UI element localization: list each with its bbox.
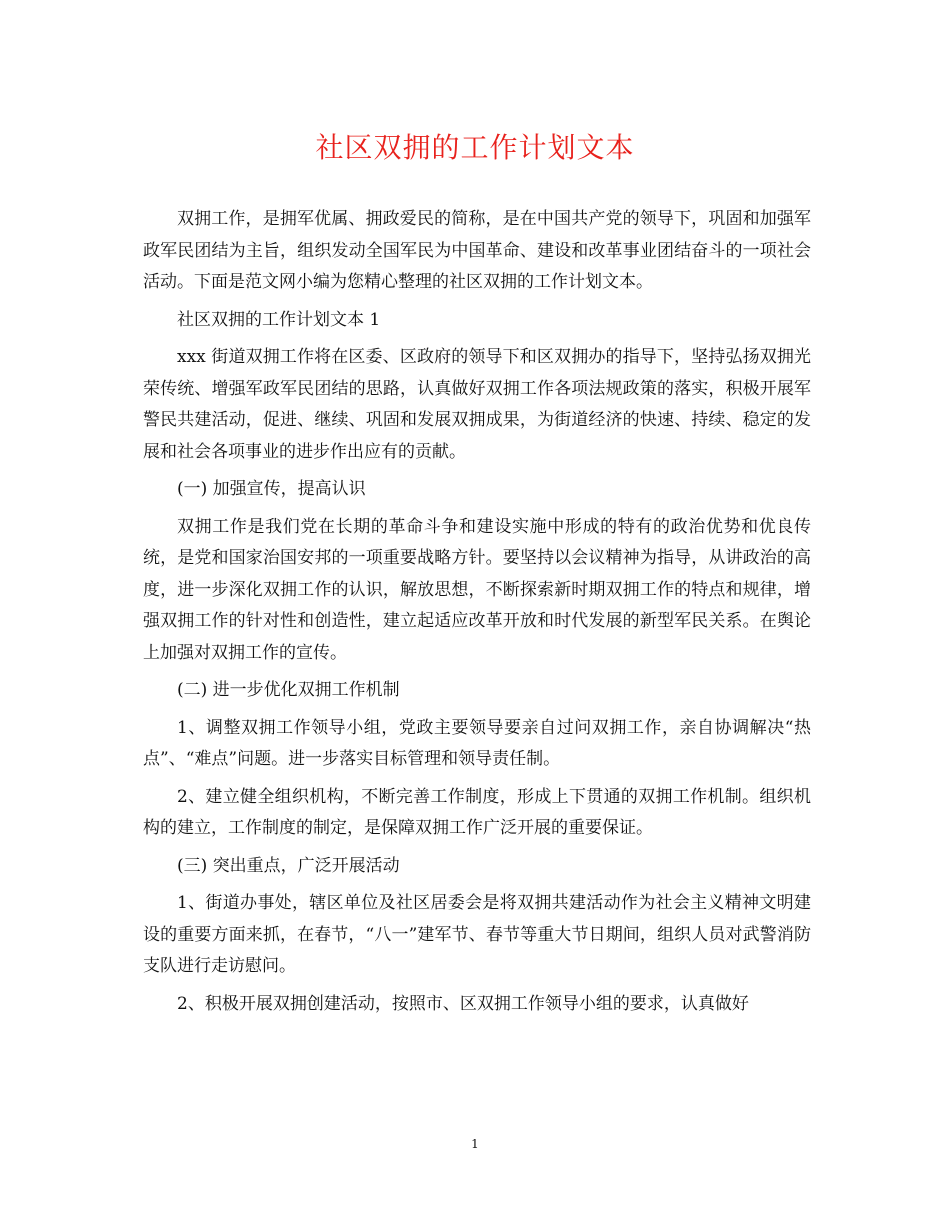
subsection-heading: (二) 进一步优化双拥工作机制 bbox=[177, 680, 400, 700]
subsection-heading: (一) 加强宣传，提高认识 bbox=[177, 479, 366, 499]
subsection-heading: (三) 突出重点，广泛开展活动 bbox=[177, 855, 400, 876]
page-number: 1 bbox=[471, 1137, 479, 1151]
section-heading: 社区双拥的工作计划文本 1 bbox=[177, 309, 381, 330]
body-paragraph: 双拥工作是我们党在长期的革命斗争和建设实施中形成的特有的政治优势和优良传统，是党和国家治国安邦的一项重要战略方针。要坚持以会议精神为指导，从讲政治的高度，进一步深化双拥工作的认识，解放思想，不断探索新时期双拥工作的特点和规律，增强双拥工作的针对性和创造性，建立起适应改革开放和时代发展的新型军民关系。在舆论上加强对双拥工作的宣传。 bbox=[143, 516, 811, 663]
list-item: 1、街道办事处，辖区单位及社区居委会是将双拥共建活动作为社会主义精神文明建设的重要方面来抓，在春节，“八一”建军节、春节等重大节日期间，组织人员对武警消防支队进行走访慰问。 bbox=[143, 893, 811, 976]
list-item: 2、积极开展双拥创建活动，按照市、区双拥工作领导小组的要求，认真做好 bbox=[177, 993, 749, 1014]
document-body bbox=[143, 204, 811, 1026]
list-item: 2、建立健全组织机构，不断完善工作制度，形成上下贯通的双拥工作机制。组织机构的建立，工作制度的制定，是保障双拥工作广泛开展的重要保证。 bbox=[143, 786, 811, 838]
intro-paragraph: 双拥工作，是拥军优属、拥政爱民的简称，是在中国共产党的领导下，巩固和加强军政军民团结为主旨，组织发动全国军民为中国革命、建设和改革事业团结奋斗的一项社会活动。下面是范文网小编为您精心整理的社区双拥的工作计划文本。 bbox=[143, 209, 811, 292]
document-title: 社区双拥的工作计划文本 bbox=[315, 131, 635, 164]
list-item: 1、调整双拥工作领导小组，党政主要领导要亲自过问双拥工作，亲自协调解决“热点”、“难点”问题。进一步落实目标管理和领导责任制。 bbox=[143, 717, 811, 769]
body-paragraph: xxx 街道双拥工作将在区委、区政府的领导下和区双拥办的指导下，坚持弘扬双拥光荣传统、增强军政军民团结的思路，认真做好双拥工作各项法规政策的落实，积极开展军警民共建活动，促进、继续、巩固和发展双拥成果，为街道经济的快速、持续、稳定的发展和社会各项事业的进步作出应有的贡献。 bbox=[143, 347, 811, 462]
